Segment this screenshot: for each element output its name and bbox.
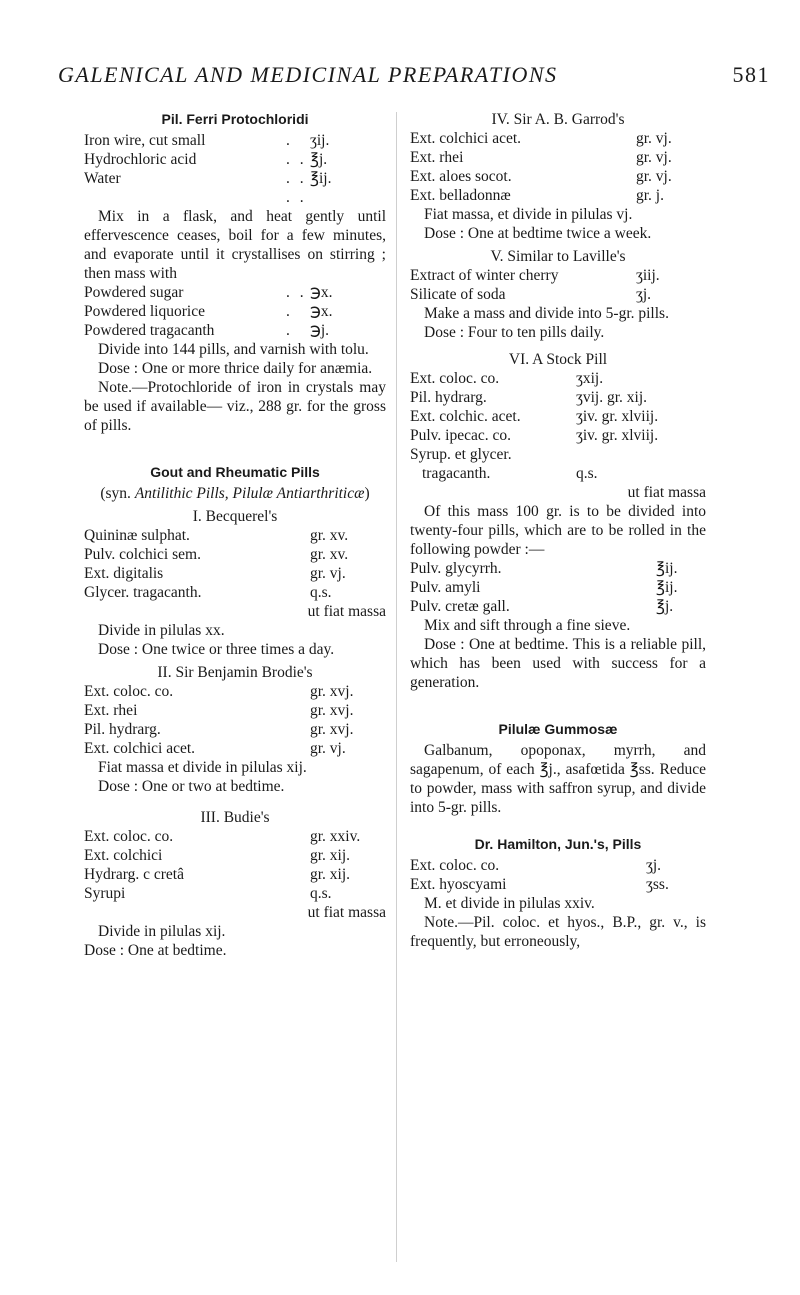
ingredient-qty: ʒxij.	[576, 370, 604, 387]
divide-instruction: M. et divide in pilulas xxiv.	[424, 895, 595, 912]
ingredient-list	[410, 129, 706, 205]
leader-dots: .	[286, 303, 293, 320]
ingredient-qty: gr. j.	[636, 187, 664, 204]
ingredient-qty: ℥j.	[656, 598, 674, 615]
ingredient-qty: ℈x.	[310, 303, 333, 320]
ingredient-qty: ʒss.	[646, 876, 669, 893]
powder-list	[410, 559, 706, 616]
ingredient-qty: ʒiij.	[636, 267, 660, 284]
ingredient-row	[410, 464, 706, 483]
ingredient-row	[410, 856, 706, 875]
ingredient-row	[410, 148, 706, 167]
stock-pill-recipe	[410, 350, 706, 692]
ingredient-qty: ʒij.	[310, 132, 330, 149]
ingredient-name: Syrupi	[84, 885, 126, 902]
ingredient-row	[410, 129, 706, 148]
ingredient-row	[84, 321, 386, 340]
ingredient-row	[84, 701, 386, 720]
ingredient-name: Ext. colchici acet.	[410, 130, 522, 147]
section-heading: Gout and Rheumatic Pills	[150, 464, 320, 480]
ingredient-row	[410, 388, 706, 407]
ingredient-name: Ext. belladonnæ	[410, 187, 511, 204]
ingredient-qty: ℥j.	[310, 151, 328, 168]
ingredient-row	[410, 167, 706, 186]
running-header	[58, 62, 770, 92]
section-heading: Pilulæ Gummosæ	[498, 721, 618, 737]
ingredient-name: Silicate of soda	[410, 286, 506, 303]
ingredient-row	[84, 865, 386, 884]
ingredient-name: Pulv. cretæ gall.	[410, 598, 510, 615]
ingredient-row	[84, 283, 386, 302]
recipe-title: VI. A Stock Pill	[508, 351, 608, 368]
ut-fiat-massa: ut fiat massa	[307, 904, 386, 921]
ingredient-name: tragacanth.	[422, 465, 491, 482]
recipe-title: V. Similar to Laville's	[490, 248, 626, 265]
ingredient-row	[410, 266, 706, 285]
ingredient-row	[84, 131, 386, 150]
ingredient-qty: gr. vj.	[310, 565, 346, 582]
left-column	[84, 110, 386, 960]
method-paragraph: Mix in a flask, and heat gently until effervescence ceases, boil for a few minutes, and evaporate until it crystallises on stirring ; then mass with	[84, 208, 386, 282]
ingredient-name: Ext. colchici	[84, 847, 163, 864]
ingredient-name: Pulv. ipecac. co.	[410, 427, 511, 444]
laville-recipe	[410, 247, 706, 342]
ingredient-row	[410, 285, 706, 304]
right-column	[410, 110, 706, 951]
ingredient-list	[84, 827, 386, 903]
ingredient-qty: gr. xxiv.	[310, 828, 361, 845]
ingredient-row	[410, 369, 706, 388]
ingredient-row	[84, 884, 386, 903]
ingredient-qty: ʒj.	[636, 286, 652, 303]
synonym-names: Antilithic Pills, Pilulæ Antiarthriticæ	[134, 485, 365, 502]
ingredient-name: Pil. hydrarg.	[84, 721, 161, 738]
ingredient-qty: ʒj.	[646, 857, 662, 874]
leader-dots: .	[286, 132, 293, 149]
ingredient-list	[84, 283, 386, 340]
ingredient-row	[84, 720, 386, 739]
ferri-protochloridi-recipe	[84, 110, 386, 435]
ingredient-qty: ʒiv. gr. xlviij.	[576, 408, 659, 425]
divide-instruction: Divide in pilulas xx.	[98, 622, 225, 639]
ingredient-qty: ℈x.	[310, 284, 333, 301]
make-instruction: Make a mass and divide into 5-gr. pills.	[424, 305, 669, 322]
method-paragraph: Of this mass 100 gr. is to be divided into twenty-four pills, which are to be rolled in the following powder :—	[410, 503, 706, 558]
pilulae-gummosae-recipe	[410, 720, 706, 817]
gout-rheumatic-pills	[84, 463, 386, 960]
ingredient-qty: gr. xv.	[310, 527, 349, 544]
recipe-title: III. Budie's	[200, 809, 270, 826]
ingredient-name: Powdered tragacanth	[84, 322, 215, 339]
ingredient-row	[410, 186, 706, 205]
dose-instruction: Dose : One or more thrice daily for anæmia.	[98, 360, 373, 377]
ingredient-row	[84, 545, 386, 564]
ingredient-name: Syrup. et glycer.	[410, 446, 512, 463]
ingredient-name: Quininæ sulphat.	[84, 527, 190, 544]
ingredient-list	[84, 682, 386, 758]
ingredient-qty: q.s.	[310, 584, 332, 601]
synonym-close: )	[364, 485, 370, 502]
leader-dots: . .	[286, 284, 307, 301]
ingredient-qty: ℥ij.	[310, 170, 332, 187]
ut-fiat-massa: ut fiat massa	[627, 484, 706, 501]
recipe-heading: Pil. Ferri Protochloridi	[161, 111, 309, 127]
ingredient-qty: ʒiv. gr. xlviij.	[576, 427, 659, 444]
ingredient-name: Ext. coloc. co.	[84, 683, 174, 700]
note-paragraph: Note.—Protochloride of iron in crystals may be used if available— viz., 288 gr. for the gross of pills.	[84, 379, 386, 434]
ingredient-name: Extract of winter cherry	[410, 267, 559, 284]
hamilton-pills-recipe	[410, 835, 706, 951]
ingredient-name: Water	[84, 170, 121, 187]
ingredient-row	[84, 739, 386, 758]
ingredient-qty: ʒvij. gr. xij.	[576, 389, 648, 406]
ingredient-name: Ext. colchici acet.	[84, 740, 196, 757]
ingredient-row	[410, 407, 706, 426]
ingredient-name: Pil. hydrarg.	[410, 389, 487, 406]
ingredient-name: Ext. rhei	[410, 149, 464, 166]
ingredient-qty: gr. xvj.	[310, 683, 354, 700]
ingredient-qty: gr. xij.	[310, 847, 351, 864]
mix-instruction: Mix and sift through a fine sieve.	[424, 617, 631, 634]
recipe-title: I. Becquerel's	[192, 508, 278, 525]
ingredient-name: Hydrarg. c cretâ	[84, 866, 184, 883]
ingredient-qty: q.s.	[576, 465, 598, 482]
method-paragraph: Galbanum, opoponax, myrrh, and sagapenum, of each ℥j., asafœtida ℥ss. Reduce to powder, mass with saffron syrup, and divide into 5-gr. pills.	[410, 742, 706, 816]
leader-dots: . . . .	[286, 170, 307, 206]
ingredient-qty: gr. xij.	[310, 866, 351, 883]
ingredient-row	[84, 827, 386, 846]
ingredient-name: Ext. rhei	[84, 702, 138, 719]
ingredient-row	[84, 564, 386, 583]
divide-instruction: Divide in pilulas xij.	[98, 923, 226, 940]
ingredient-row	[410, 445, 706, 464]
dose-instruction: Dose : Four to ten pills daily.	[424, 324, 605, 341]
ingredient-row	[84, 583, 386, 602]
recipe-title: II. Sir Benjamin Brodie's	[157, 664, 313, 681]
ingredient-row	[410, 559, 706, 578]
ingredient-name: Powdered sugar	[84, 284, 184, 301]
leader-dots: .	[286, 322, 293, 339]
fiat-instruction: Fiat massa, et divide in pilulas vj.	[424, 206, 633, 223]
running-title: GALENICAL AND MEDICINAL PREPARATIONS	[58, 62, 558, 87]
ingredient-row	[84, 682, 386, 701]
ingredient-qty: gr. xvj.	[310, 721, 354, 738]
ingredient-name: Glycer. tragacanth.	[84, 584, 202, 601]
ingredient-list	[410, 856, 706, 894]
ingredient-list	[410, 369, 706, 483]
ingredient-qty: gr. vj.	[310, 740, 346, 757]
ingredient-name: Ext. aloes socot.	[410, 168, 512, 185]
ingredient-row	[410, 426, 706, 445]
ingredient-name: Powdered liquorice	[84, 303, 205, 320]
recipe-title: IV. Sir A. B. Garrod's	[491, 111, 625, 128]
ingredient-row	[84, 150, 386, 169]
ingredient-qty: gr. xvj.	[310, 702, 354, 719]
ingredient-list	[410, 266, 706, 304]
ingredient-name: Hydrochloric acid	[84, 151, 197, 168]
ingredient-row	[84, 526, 386, 545]
ingredient-name: Ext. coloc. co.	[84, 828, 174, 845]
dose-instruction: Dose : One at bedtime.	[84, 942, 227, 959]
note-paragraph: Note.—Pil. coloc. et hyos., B.P., gr. v., is frequently, but erroneously,	[410, 914, 706, 950]
ingredient-row	[84, 169, 386, 207]
ingredient-name: Ext. hyoscyami	[410, 876, 507, 893]
column-divider	[396, 112, 397, 1262]
ingredient-list	[84, 526, 386, 602]
synonym-open: (syn.	[100, 485, 135, 502]
ut-fiat-massa: ut fiat massa	[307, 603, 386, 620]
synonym-line	[84, 484, 386, 503]
ingredient-row	[410, 875, 706, 894]
ingredient-qty: gr. xv.	[310, 546, 349, 563]
dose-instruction: Dose : One twice or three times a day.	[98, 641, 335, 658]
divide-instruction: Divide into 144 pills, and varnish with tolu.	[98, 341, 369, 358]
ingredient-name: Ext. digitalis	[84, 565, 164, 582]
garrod-recipe	[410, 110, 706, 243]
ingredient-name: Iron wire, cut small	[84, 132, 206, 149]
section-heading: Dr. Hamilton, Jun.'s, Pills	[474, 836, 642, 852]
ingredient-row	[410, 597, 706, 616]
ingredient-qty: ℈j.	[310, 322, 330, 339]
leader-dots: . .	[286, 151, 307, 168]
ingredient-list	[84, 131, 386, 207]
ingredient-qty: ℥ij.	[656, 560, 678, 577]
ingredient-row	[84, 302, 386, 321]
ingredient-row	[84, 846, 386, 865]
ingredient-qty: q.s.	[310, 885, 332, 902]
dose-instruction: Dose : One at bedtime twice a week.	[424, 225, 652, 242]
dose-instruction: Dose : One or two at bedtime.	[98, 778, 285, 795]
ingredient-qty: gr. vj.	[636, 149, 672, 166]
ingredient-row	[410, 578, 706, 597]
ingredient-name: Ext. colchic. acet.	[410, 408, 521, 425]
ingredient-qty: ℥ij.	[656, 579, 678, 596]
ingredient-name: Ext. coloc. co.	[410, 370, 500, 387]
ingredient-qty: gr. vj.	[636, 168, 672, 185]
ingredient-qty: gr. vj.	[636, 130, 672, 147]
page-number: 581	[732, 62, 770, 87]
dose-instruction: Dose : One at bedtime. This is a reliable pill, which has been used with success for a generation.	[410, 636, 706, 691]
ingredient-name: Ext. coloc. co.	[410, 857, 500, 874]
ingredient-name: Pulv. glycyrrh.	[410, 560, 502, 577]
ingredient-name: Pulv. colchici sem.	[84, 546, 201, 563]
ingredient-name: Pulv. amyli	[410, 579, 481, 596]
fiat-instruction: Fiat massa et divide in pilulas xij.	[98, 759, 307, 776]
